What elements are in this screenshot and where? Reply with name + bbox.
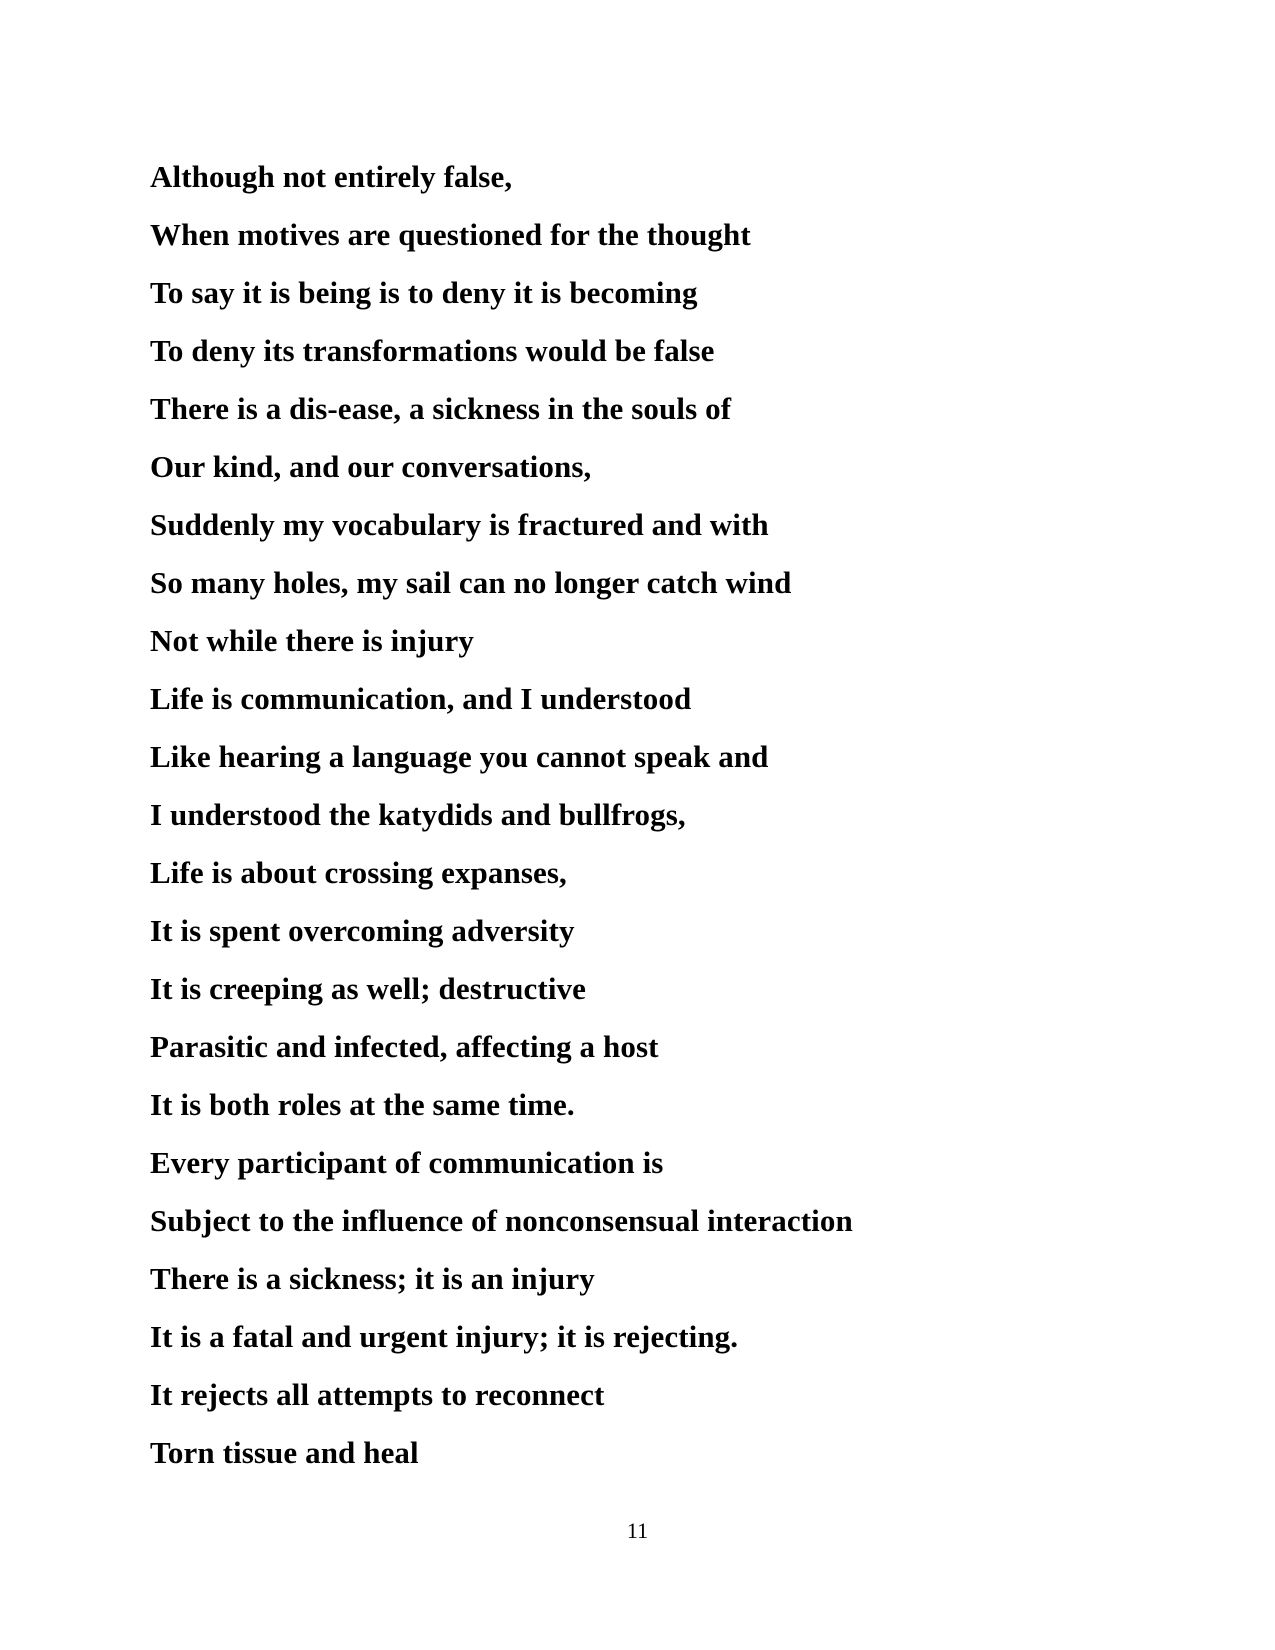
page-number: 11 (626, 1518, 649, 1543)
poem-line: It is spent overcoming adversity (150, 913, 575, 948)
poem-line: Like hearing a language you cannot speak and (150, 739, 769, 774)
poem-line: There is a dis-ease, a sickness in the souls of (150, 391, 732, 426)
poem-line: Although not entirely false, (150, 159, 513, 194)
poem-line: Every participant of communication is (150, 1145, 664, 1180)
poem-line: So many holes, my sail can no longer catch wind (150, 565, 792, 600)
poem-line: When motives are questioned for the thought (150, 217, 751, 252)
poem-line: It rejects all attempts to reconnect (150, 1377, 605, 1412)
poem-line: Subject to the influence of nonconsensual interaction (150, 1203, 853, 1238)
poem-line: Not while there is injury (150, 623, 474, 658)
poem-line: It is both roles at the same time. (150, 1087, 575, 1122)
poem-line: Suddenly my vocabulary is fractured and with (150, 507, 769, 542)
poem-line: It is creeping as well; destructive (150, 971, 586, 1006)
poem-line: Our kind, and our conversations, (150, 449, 592, 484)
poem-line: To deny its transformations would be false (150, 333, 715, 368)
poem-body (150, 148, 853, 1482)
poem-line: Torn tissue and heal (150, 1435, 419, 1470)
poem-line: Life is about crossing expanses, (150, 855, 567, 890)
poem-line: There is a sickness; it is an injury (150, 1261, 595, 1296)
poem-line: It is a fatal and urgent injury; it is rejecting. (150, 1319, 739, 1354)
poem-line: I understood the katydids and bullfrogs, (150, 797, 686, 832)
poem-line: Life is communication, and I understood (150, 681, 692, 716)
poem-line: To say it is being is to deny it is becoming (150, 275, 698, 310)
poem-line: Parasitic and infected, affecting a host (150, 1029, 659, 1064)
